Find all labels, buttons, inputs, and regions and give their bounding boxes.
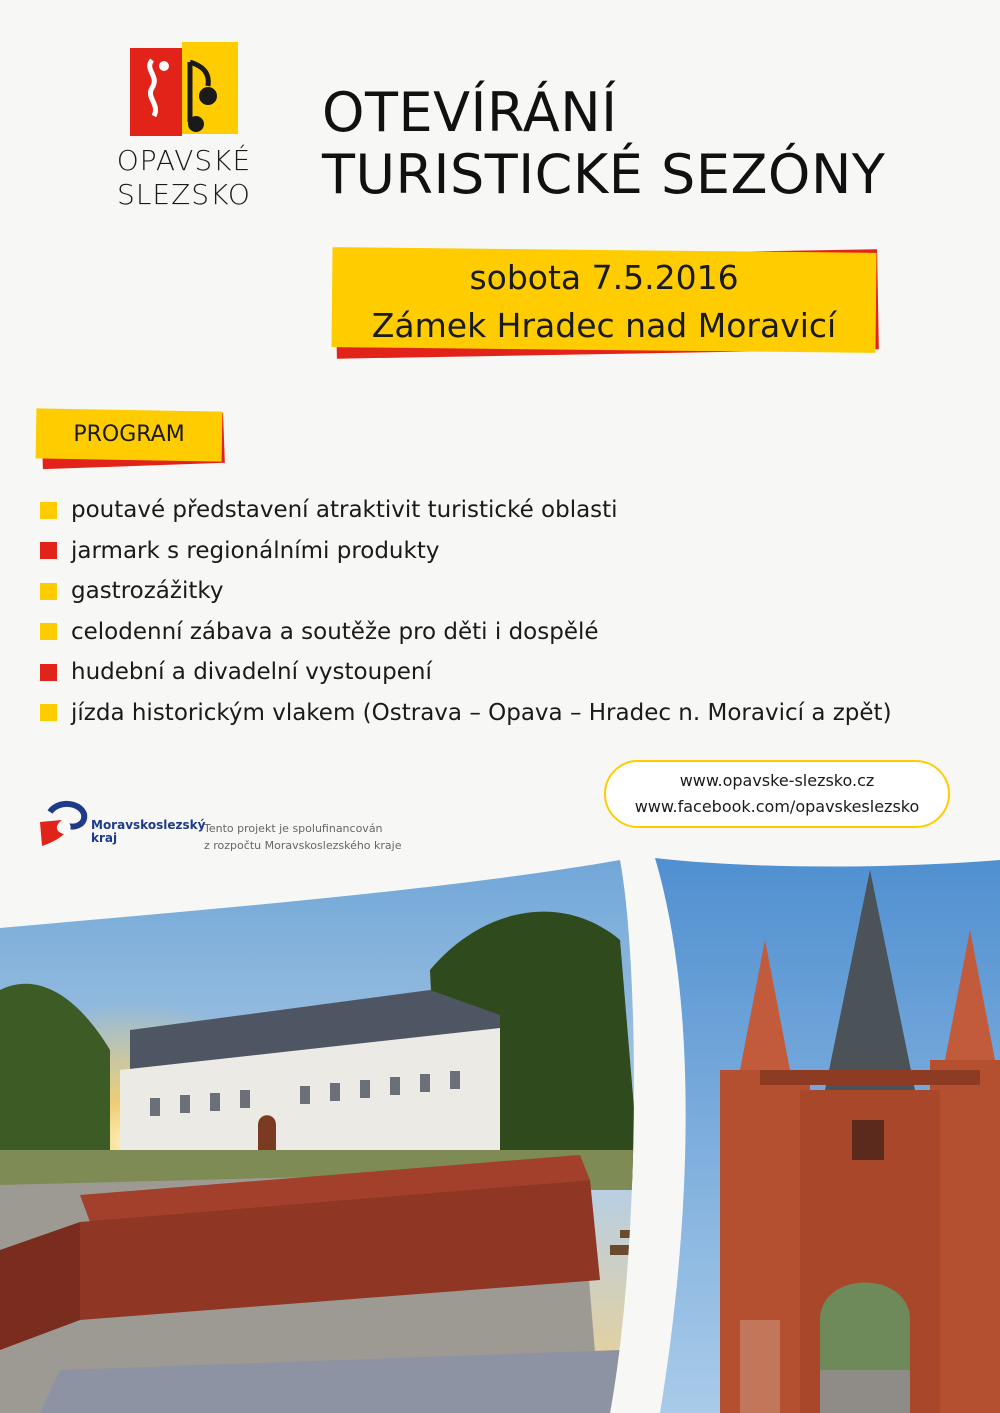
right-photo-castle-gate	[640, 850, 1000, 1413]
logo-wordmark	[84, 144, 284, 212]
list-item	[40, 612, 980, 653]
program-item-label: celodenní zábava a soutěže pro děti i dospělé	[71, 618, 599, 645]
program-item-label: poutavé představení atraktivit turistické oblasti	[71, 497, 618, 524]
program-heading-box	[36, 410, 226, 466]
list-item	[40, 490, 980, 531]
list-item	[40, 693, 980, 734]
program-heading: PROGRAM	[73, 422, 185, 447]
sponsor-note-line-2: z rozpočtu Moravskoslezského kraje	[204, 839, 402, 852]
sponsor-note-line-1: Tento projekt je spolufinancován	[204, 822, 383, 835]
program-item-label: jarmark s regionálními produkty	[71, 537, 440, 564]
square-bullet-icon	[40, 664, 57, 681]
event-info-text	[332, 254, 876, 350]
program-item-label: jízda historickým vlakem (Ostrava – Opava – Hradec n. Moravicí a zpět)	[71, 699, 892, 726]
links-pill	[604, 760, 950, 828]
program-list	[40, 490, 980, 733]
program-item-label: hudební a divadelní vystoupení	[71, 659, 432, 686]
program-item-label: gastrozážitky	[71, 578, 224, 605]
square-bullet-icon	[40, 623, 57, 640]
event-place: Zámek Hradec nad Moravicí	[371, 306, 837, 345]
logo-line-2: SLEZSKO	[117, 178, 251, 211]
square-bullet-icon	[40, 704, 57, 721]
list-item	[40, 531, 980, 572]
sponsor-note	[204, 820, 402, 854]
square-bullet-icon	[40, 542, 57, 559]
poster-title	[322, 82, 982, 206]
sponsor-name	[91, 819, 205, 845]
square-bullet-icon	[40, 502, 57, 519]
square-bullet-icon	[40, 583, 57, 600]
castle-photos	[0, 850, 1000, 1413]
event-date: sobota 7.5.2016	[469, 258, 739, 297]
website-link[interactable]: www.opavske-slezsko.cz	[679, 771, 875, 790]
moravskoslezsky-kraj-logo-icon	[36, 800, 88, 850]
title-line-1: OTEVÍRÁNÍ	[322, 81, 618, 144]
list-item	[40, 571, 980, 612]
sponsor-name-line-2: kraj	[91, 831, 118, 845]
event-info-box	[332, 246, 880, 358]
title-line-2: TURISTICKÉ SEZÓNY	[322, 143, 886, 206]
opavske-slezsko-logo	[84, 40, 284, 220]
left-photo-castle-courtyard	[0, 850, 680, 1413]
logo-line-1: OPAVSKÉ	[116, 144, 252, 177]
sponsor-name-line-1: Moravskoslezský	[91, 818, 206, 832]
facebook-link[interactable]: www.facebook.com/opavskeslezsko	[634, 797, 920, 816]
logo-mark-icon	[130, 42, 242, 138]
list-item	[40, 652, 980, 693]
